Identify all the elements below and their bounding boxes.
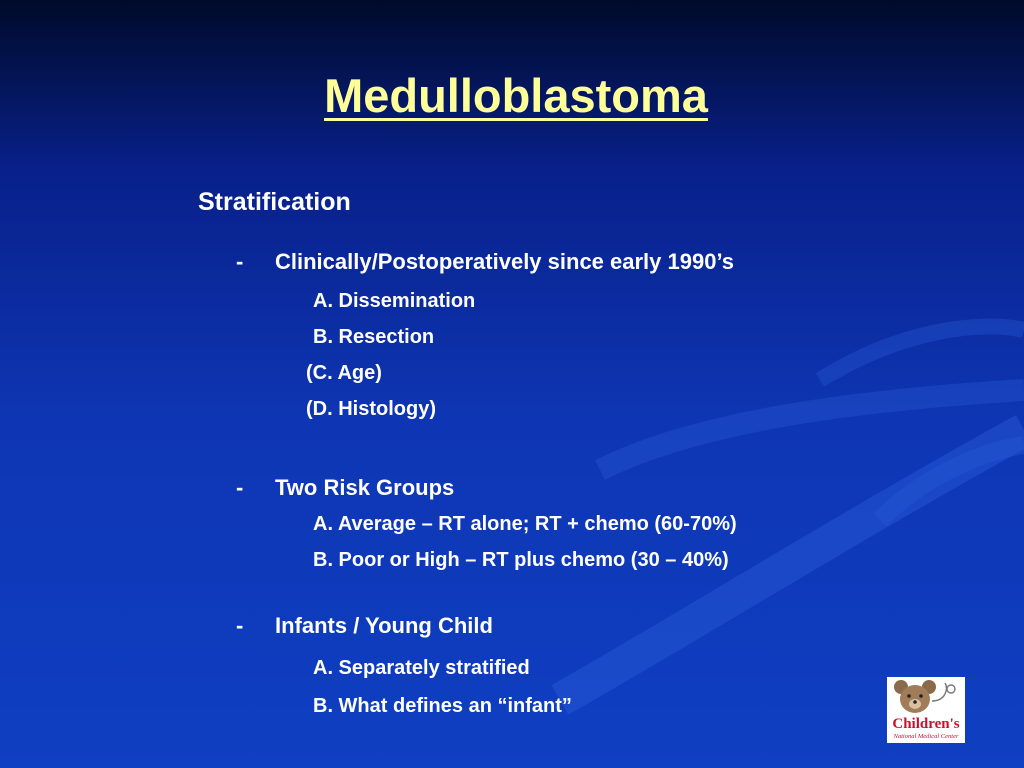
list-item-infant-definition: B. What defines an “infant” bbox=[313, 695, 572, 717]
list-item-resection: B. Resection bbox=[313, 326, 435, 348]
svg-text:Children's: Children's bbox=[892, 716, 960, 732]
stratification-heading: Stratification bbox=[198, 188, 351, 216]
bullet-dash: - bbox=[236, 475, 244, 500]
list-item-high-risk: B. Poor or High – RT plus chemo (30 – 40%) bbox=[313, 549, 729, 571]
slide-title: Medulloblastoma bbox=[324, 69, 708, 122]
list-item-separately-stratified: A. Separately stratified bbox=[313, 657, 530, 679]
list-item-histology: (D. Histology) bbox=[306, 398, 436, 420]
svg-text:National Medical Center: National Medical Center bbox=[893, 733, 959, 740]
list-item-dissemination: A. Dissemination bbox=[313, 290, 476, 312]
list-item-average-risk: A. Average – RT alone; RT + chemo (60-70%) bbox=[313, 513, 737, 535]
section-label-risk-groups: Two Risk Groups bbox=[275, 475, 455, 500]
bullet-dash: - bbox=[236, 613, 244, 638]
bullet-dash: - bbox=[236, 249, 244, 274]
section-label-clinical: Clinically/Postoperatively since early 1990’s bbox=[275, 249, 734, 274]
childrens-national-logo bbox=[887, 677, 965, 743]
list-item-age: (C. Age) bbox=[306, 362, 382, 384]
section-label-infants: Infants / Young Child bbox=[275, 613, 493, 638]
teddy-bear-icon bbox=[887, 677, 965, 743]
